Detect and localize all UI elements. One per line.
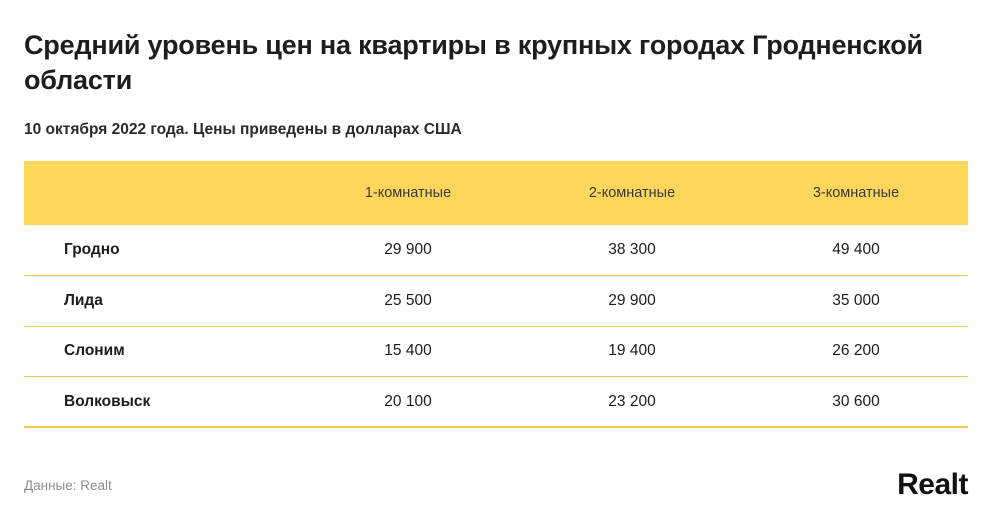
cell-one-room: 25 500: [384, 291, 432, 309]
cell-two-room: 19 400: [608, 342, 656, 360]
cell-city: Лида: [64, 291, 103, 309]
column-header-one-room: 1-комнатные: [364, 185, 452, 202]
column-header-two-room: 2-комнатные: [588, 185, 676, 202]
column-header-three-room: 3-комнатные: [812, 185, 900, 202]
cell-city: Гродно: [64, 241, 120, 259]
page-subtitle: 10 октября 2022 года. Цены приведены в долларах США: [24, 121, 462, 139]
price-table-wrapper: [24, 161, 968, 428]
cell-three-room: 35 000: [832, 291, 880, 309]
table-row: [24, 276, 968, 327]
table-row: [24, 377, 968, 428]
cell-city: Волковыск: [64, 392, 151, 410]
column-header-city: [24, 161, 296, 225]
cell-two-room: 38 300: [608, 241, 656, 259]
realt-logo: Realt: [897, 468, 968, 501]
cell-city: Слоним: [64, 342, 125, 360]
cell-two-room: 23 200: [608, 392, 656, 410]
cell-one-room: 29 900: [384, 241, 432, 259]
page-title: Средний уровень цен на квартиры в крупных городах Гродненской области: [24, 30, 923, 95]
table-header: [24, 161, 968, 225]
data-source-label: Данные: Realt: [24, 477, 112, 493]
table-row: [24, 326, 968, 377]
price-table: [24, 161, 968, 428]
cell-three-room: 30 600: [832, 392, 880, 410]
cell-one-room: 15 400: [384, 342, 432, 360]
cell-one-room: 20 100: [384, 392, 432, 410]
cell-two-room: 29 900: [608, 291, 656, 309]
table-header-row: [24, 161, 968, 225]
table-row: [24, 225, 968, 276]
cell-three-room: 26 200: [832, 342, 880, 360]
footer: [24, 457, 968, 513]
table-body: [24, 225, 968, 427]
cell-three-room: 49 400: [832, 241, 880, 259]
